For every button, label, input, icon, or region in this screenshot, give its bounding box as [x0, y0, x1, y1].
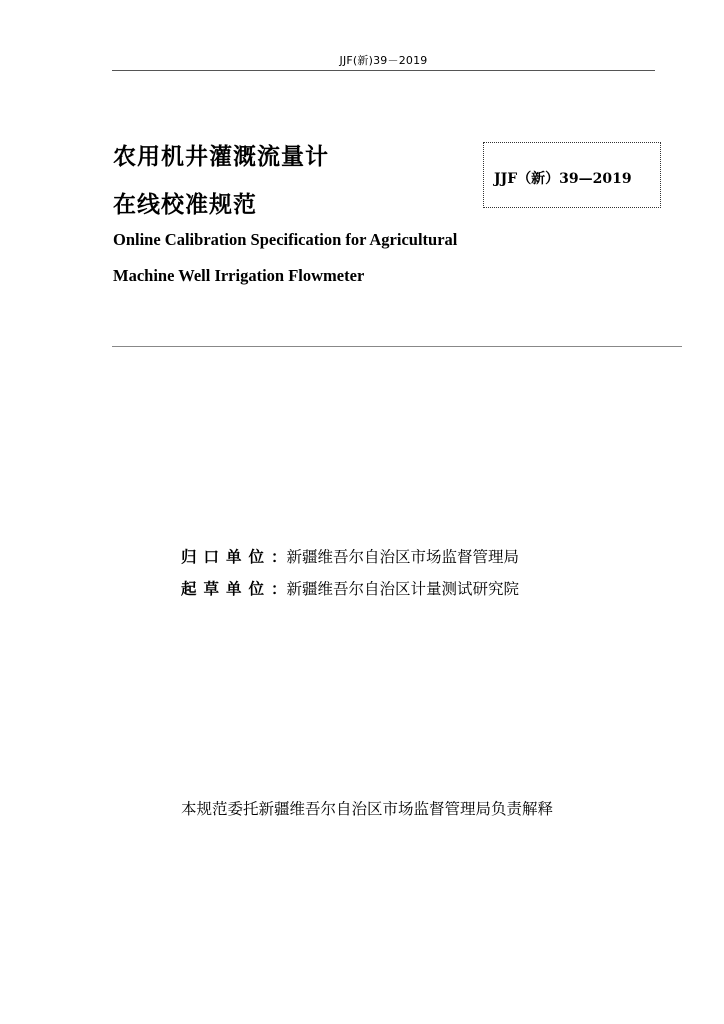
specification-code: JJF（新）39—2019 — [494, 171, 632, 187]
english-title-line-2: Machine Well Irrigation Flowmeter — [113, 266, 365, 285]
interpretation-note: 本规范委托新疆维吾尔自治区市场监督管理局负责解释 — [181, 800, 554, 818]
responsible-unit-value: 新疆维吾尔自治区市场监督管理局 — [286, 548, 520, 566]
running-header: JJF(新)39－2019 — [339, 54, 428, 67]
chinese-title-line-2: 在线校准规范 — [113, 192, 257, 218]
header-rule — [112, 70, 655, 71]
drafting-unit-label: 起草单位 — [181, 580, 272, 598]
chinese-title-line-1: 农用机井灌溉流量计 — [113, 144, 329, 170]
drafting-unit-value: 新疆维吾尔自治区计量测试研究院 — [286, 580, 520, 598]
responsible-unit-label: 归口单位 — [181, 548, 272, 566]
specification-code-box — [483, 142, 661, 208]
english-title-line-1: Online Calibration Specification for Agricultural — [113, 230, 458, 249]
drafting-unit-row — [181, 577, 519, 599]
responsible-unit-row — [181, 545, 519, 567]
title-divider — [112, 346, 682, 347]
responsible-unit-colon: ： — [271, 548, 287, 566]
drafting-unit-colon: ： — [271, 580, 287, 598]
